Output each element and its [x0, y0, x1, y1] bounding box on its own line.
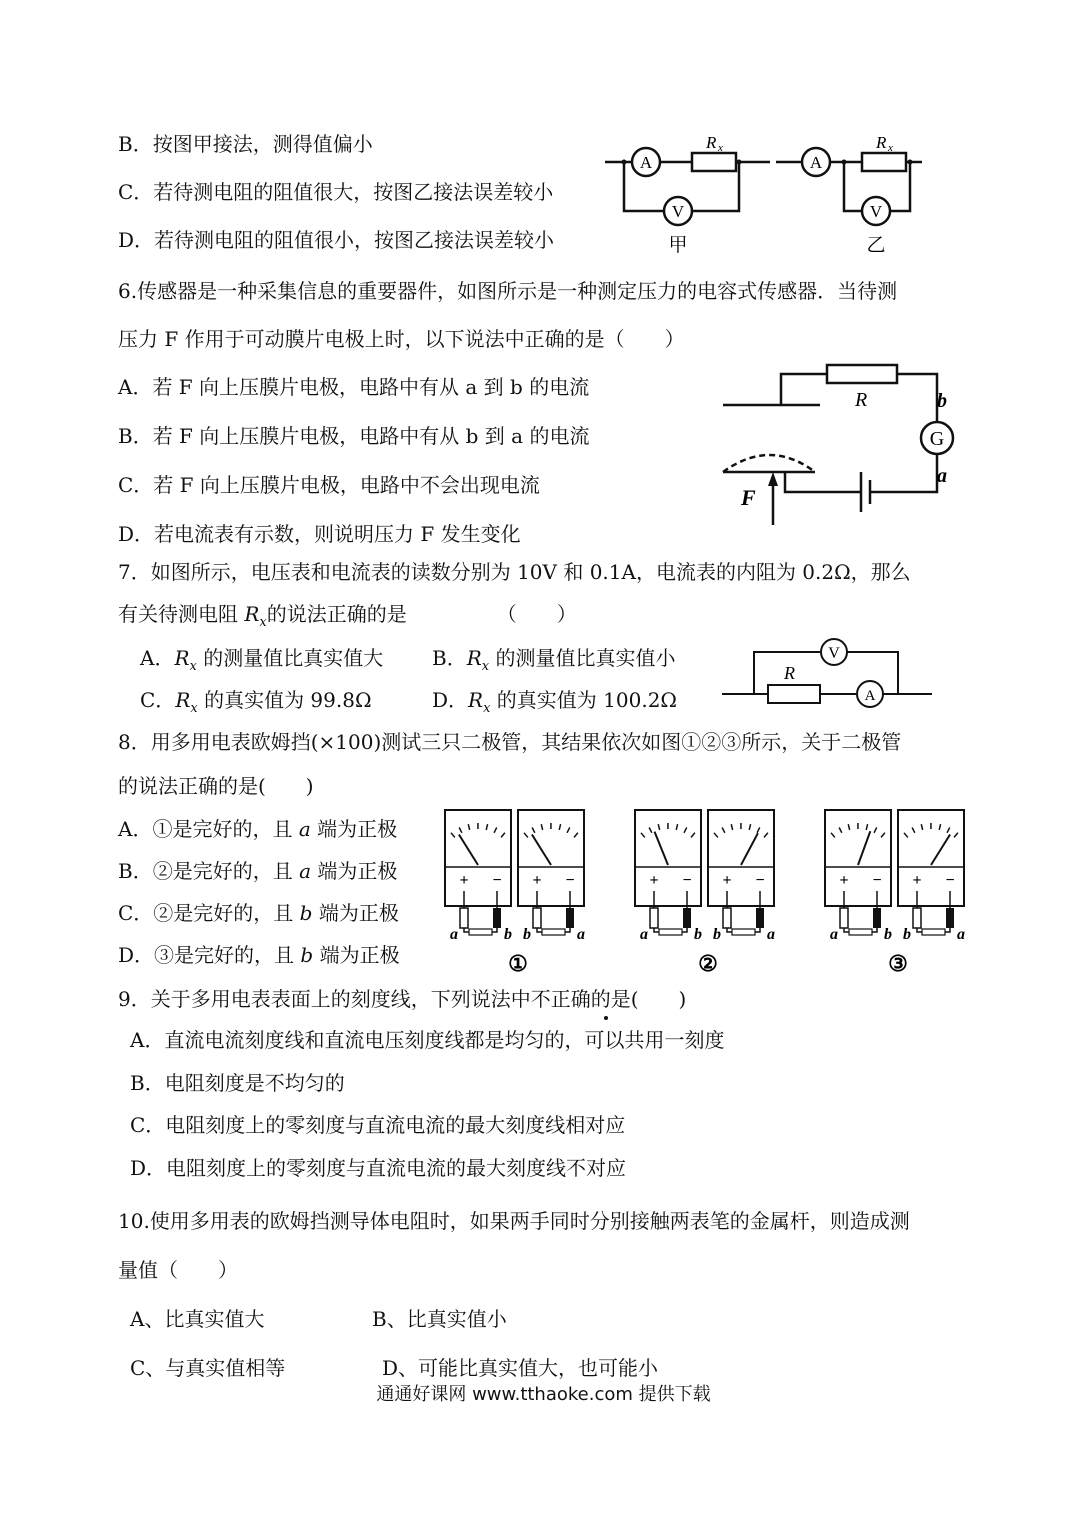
q5-option-d: D．若待测电阻的阻值很小，按图乙接法误差较小: [118, 228, 555, 252]
q10-option-b: B、比真实值小: [372, 1307, 507, 1331]
diode-lead: [682, 928, 687, 932]
diode-end-label: a: [767, 926, 775, 943]
diode-end-label: b: [713, 926, 721, 943]
q9-option-a: A．直流电流刻度线和直流电压刻度线都是均匀的，可以共用一刻度: [130, 1028, 725, 1052]
diode-end-label: a: [450, 926, 458, 943]
q6-stem-line2: 压力 F 作用于可动膜片电极上时，以下说法中正确的是（ ）: [118, 327, 685, 351]
terminal-b-label: b: [937, 390, 947, 412]
q7-option-b: B．$R_x$ 的测量值比真实值小: [432, 646, 676, 674]
emphasis-dot: [604, 1016, 608, 1020]
q7-option-c: C．$R_x$ 的真实值为 99.8Ω: [140, 688, 372, 716]
q8-stem-line2: 的说法正确的是( ): [118, 774, 314, 798]
red-probe: [650, 908, 658, 928]
q7-stem-line1: 7．如图所示，电压表和电流表的读数分别为 10V 和 0.1A，电流表的内阻为 0.2Ω，那么: [118, 560, 911, 584]
voltmeter-label: V: [671, 202, 685, 221]
diode-end-label: a: [957, 926, 965, 943]
diode-end-label: b: [903, 926, 911, 943]
diode-body: [849, 929, 872, 935]
ammeter-label: A: [864, 688, 876, 704]
voltmeter-label: V: [869, 202, 883, 221]
ammeter-label: A: [639, 153, 653, 172]
diode-lead: [565, 928, 570, 932]
diode-body: [469, 929, 492, 935]
galvanometer-label: G: [929, 428, 945, 450]
q10-stem-line1: 10.使用多用表的欧姆挡测导体电阻时，如果两手同时分别接触两表笔的金属杆，则造成测: [118, 1209, 910, 1233]
diode-end-label: b: [884, 926, 892, 943]
plus-terminal-label: +: [649, 872, 659, 889]
diode-end-label: a: [640, 926, 648, 943]
black-probe: [683, 908, 691, 928]
resistor-sub: x: [718, 142, 723, 154]
q10-option-d: D、可能比真实值大，也可能小: [382, 1356, 659, 1380]
q8-stem-line1: 8．用多用电表欧姆挡(×100)测试三只二极管，其结果依次如图①②③所示，关于二极管: [118, 730, 902, 754]
plus-terminal-label: +: [839, 872, 849, 889]
red-probe: [533, 908, 541, 928]
plus-terminal-label: +: [912, 872, 922, 889]
black-probe: [756, 908, 764, 928]
q9-option-d: D．电阻刻度上的零刻度与直流电流的最大刻度线不对应: [130, 1156, 627, 1180]
q8-multimeter-diagrams: [440, 805, 980, 985]
diode-end-label: a: [830, 926, 838, 943]
resistor-label: R: [784, 663, 795, 683]
q10-option-a: A、比真实值大: [130, 1307, 265, 1331]
q7-option-d: D．$R_x$ 的真实值为 100.2Ω: [432, 688, 678, 716]
diode-body: [732, 929, 755, 935]
diode-end-label: b: [694, 926, 702, 943]
resistor-label: R: [876, 133, 887, 152]
q8-option-c: C．②是完好的，且 b 端为正极: [118, 901, 399, 925]
figure-label-1: ①: [508, 951, 528, 976]
q8-option-b: B．②是完好的，且 a 端为正极: [118, 859, 398, 883]
figure-label-2: ②: [698, 951, 718, 976]
q5-option-b: B．按图甲接法，测得值偏小: [118, 132, 373, 156]
q7-circuit-diagram: [720, 632, 935, 712]
q8-option-d: D．③是完好的，且 b 端为正极: [118, 943, 400, 967]
minus-terminal-label: −: [492, 872, 502, 889]
minus-terminal-label: −: [682, 872, 692, 889]
minus-terminal-label: −: [872, 872, 882, 889]
diode-lead: [492, 928, 497, 932]
q7-option-a: A．$R_x$ 的测量值比真实值大: [140, 646, 384, 674]
q9-option-b: B．电阻刻度是不均匀的: [130, 1071, 345, 1095]
diode-end-label: b: [504, 926, 512, 943]
minus-terminal-label: −: [945, 872, 955, 889]
q5-circuit-diagrams: [600, 120, 940, 260]
force-label: F: [741, 485, 756, 510]
diode-end-label: b: [523, 926, 531, 943]
red-probe: [460, 908, 468, 928]
plus-terminal-label: +: [459, 872, 469, 889]
q9-stem: 9．关于多用电表表面上的刻度线，下列说法中不正确的是( ): [118, 987, 687, 1011]
q6-stem-line1: 6.传感器是一种采集信息的重要器件，如图所示是一种测定压力的电容式传感器．当待测: [118, 279, 898, 303]
q6-option-b: B．若 F 向上压膜片电极，电路中有从 b 到 a 的电流: [118, 424, 590, 448]
q9-option-c: C．电阻刻度上的零刻度与直流电流的最大刻度线相对应: [130, 1113, 626, 1137]
q6-option-d: D．若电流表有示数，则说明压力 F 发生变化: [118, 522, 521, 546]
figure-label-3: ③: [888, 951, 908, 976]
red-probe: [840, 908, 848, 928]
q10-option-c: C、与真实值相等: [130, 1356, 286, 1380]
terminal-a-label: a: [937, 465, 947, 487]
black-probe: [566, 908, 574, 928]
minus-terminal-label: −: [755, 872, 765, 889]
resistor-label: R: [855, 389, 868, 411]
q7-stem-line2: 有关待测电阻 $R_x$的说法正确的是 （ ）: [118, 602, 577, 630]
q6-option-a: A．若 F 向上压膜片电极，电路中有从 a 到 b 的电流: [118, 375, 590, 399]
plus-terminal-label: +: [722, 872, 732, 889]
diode-body: [659, 929, 682, 935]
q5-option-c: C．若待测电阻的阻值很大，按图乙接法误差较小: [118, 180, 554, 204]
red-probe: [723, 908, 731, 928]
diode-end-label: a: [577, 926, 585, 943]
resistor-sub: x: [888, 142, 893, 154]
ammeter-label: A: [809, 153, 823, 172]
minus-terminal-label: −: [565, 872, 575, 889]
voltmeter-label: V: [828, 645, 840, 662]
diode-body: [922, 929, 945, 935]
q6-option-c: C．若 F 向上压膜片电极，电路中不会出现电流: [118, 473, 540, 497]
page-footer: 通通好课网 www.tthaoke.com 提供下载: [376, 1384, 711, 1405]
diode-lead: [755, 928, 760, 932]
diode-lead: [945, 928, 950, 932]
black-probe: [873, 908, 881, 928]
diode-body: [542, 929, 565, 935]
q8-option-a: A．①是完好的，且 a 端为正极: [118, 817, 398, 841]
diode-lead: [872, 928, 877, 932]
q6-capacitive-sensor-diagram: [715, 360, 965, 530]
diagram-label-yi: 乙: [866, 235, 886, 256]
q10-stem-line2: 量值（ ）: [118, 1258, 238, 1282]
black-probe: [493, 908, 501, 928]
resistor-label: R: [706, 133, 717, 152]
red-probe: [913, 908, 921, 928]
plus-terminal-label: +: [532, 872, 542, 889]
diagram-label-jia: 甲: [668, 235, 688, 256]
black-probe: [946, 908, 954, 928]
